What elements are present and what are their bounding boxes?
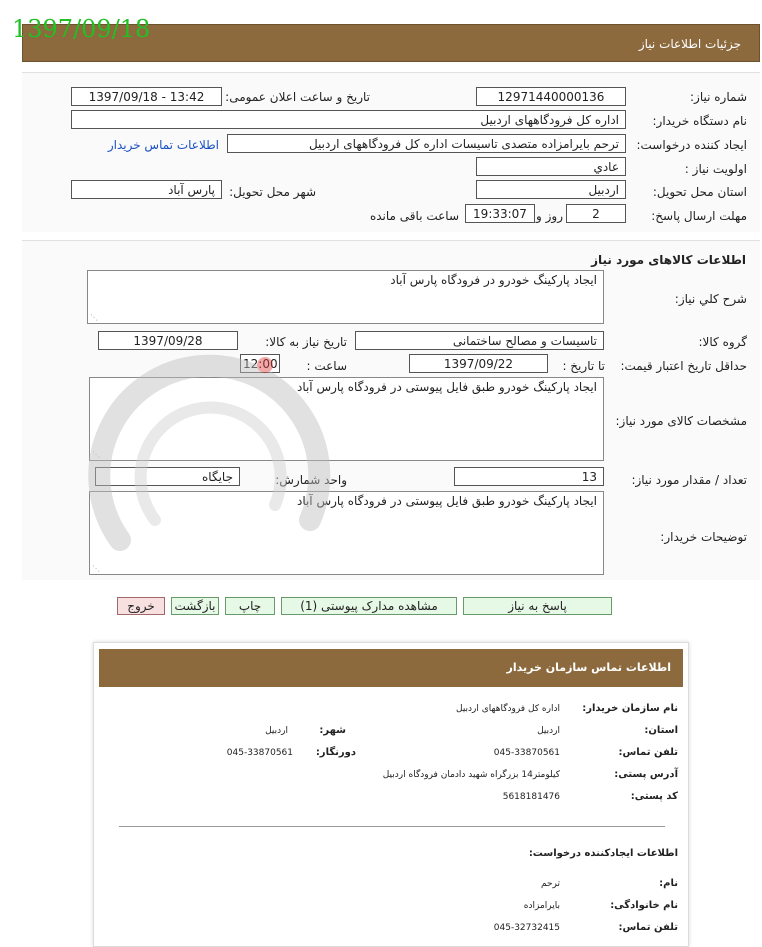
specs-label: مشخصات کالای مورد نیاز:: [615, 414, 747, 428]
deadline-label: مهلت ارسال پاسخ:: [651, 209, 747, 223]
need-number-field: 12971440000136: [476, 87, 626, 106]
summary-text: ایجاد پارکینگ خودرو در فرودگاه پارس آباد: [390, 273, 597, 287]
address-value: کیلومتر14 بزرگراه شهید دادمان فرودگاه اردبیل: [382, 770, 560, 780]
name-label: نام:: [659, 878, 678, 889]
qty-label: تعداد / مقدار مورد نیاز:: [631, 473, 747, 487]
family-label: نام خانوادگی:: [610, 900, 678, 911]
time-label: ساعت :: [306, 359, 347, 373]
name-value: ترحم: [540, 879, 560, 889]
qty-field: 13: [454, 467, 604, 486]
phone-label: تلفن تماس:: [618, 747, 678, 758]
province-label: استان محل تحویل:: [652, 185, 747, 199]
fax-label: دورنگار:: [315, 747, 356, 758]
creator-field: ترحم بایرامزاده متصدی تاسیسات اداره کل فرودگاههای اردبیل: [227, 134, 626, 153]
province-field: اردبیل: [476, 180, 626, 199]
org-label: نام سازمان خریدار:: [582, 703, 678, 714]
priority-field: عادي: [476, 157, 626, 176]
contact-card-header: [99, 649, 683, 687]
org-value: اداره کل فرودگاههای اردبیل: [456, 704, 560, 714]
priority-label: اولویت نیاز :: [684, 162, 747, 176]
need-date-field: 1397/09/28: [98, 331, 238, 350]
creator-label: ایجاد کننده درخواست:: [636, 138, 747, 152]
announce-label: تاریخ و ساعت اعلان عمومی:: [225, 90, 370, 104]
until-date-field: 1397/09/22: [409, 354, 548, 373]
resize-grip-icon[interactable]: ⋰: [92, 564, 100, 573]
attachments-button[interactable]: مشاهده مدارک پیوستی (1): [281, 597, 457, 615]
city-field: پارس آباد: [71, 180, 222, 199]
days-word: روز و: [536, 209, 563, 223]
buyer-contact-card: [93, 642, 689, 947]
creator-phone-label: تلفن تماس:: [618, 922, 678, 933]
buyer-label: نام دستگاه خریدار:: [652, 114, 747, 128]
address-label: آدرس پستی:: [614, 769, 678, 780]
specs-textarea: [89, 377, 604, 461]
reply-button[interactable]: پاسخ به نیاز: [463, 597, 612, 615]
contact-province-label: استان:: [644, 725, 678, 736]
until-date-label: تا تاریخ :: [562, 359, 605, 373]
creator-phone-value: 045-32732415: [493, 923, 560, 933]
need-number-label: شماره نیاز:: [690, 90, 747, 104]
unit-label: واحد شمارش:: [275, 473, 347, 487]
notes-text: ایجاد پارکینگ خودرو طبق فایل پیوستی در فرودگاه پارس آباد: [296, 494, 597, 508]
print-button[interactable]: چاپ: [225, 597, 275, 615]
buyer-field: اداره کل فرودگاههای اردبیل: [71, 110, 626, 129]
specs-text: ایجاد پارکینگ خودرو طبق فایل پیوستی در فرودگاه پارس آباد: [296, 380, 597, 394]
group-label: گروه کالا:: [698, 335, 747, 349]
divider: [119, 826, 665, 827]
phone-value: 045-33870561: [493, 748, 560, 758]
contact-card-title: اطلاعات تماس سازمان خریدار: [506, 661, 671, 674]
remaining-label: ساعت باقی مانده: [369, 209, 459, 223]
summary-label: شرح کلي نياز:: [674, 292, 747, 306]
buyer-contact-link[interactable]: اطلاعات تماس خریدار: [107, 138, 219, 152]
unit-field: جایگاه: [95, 467, 240, 486]
family-value: بایرامزاده: [523, 901, 560, 911]
time-field: 12:00: [240, 354, 280, 373]
date-stamp: 1397/09/18: [12, 15, 151, 43]
deadline-days-field: 2: [566, 204, 626, 223]
postal-value: 5618181476: [502, 792, 560, 802]
notes-textarea: [89, 491, 604, 575]
notes-label: توضیحات خریدار:: [660, 530, 747, 544]
city-label: شهر محل تحویل:: [229, 185, 316, 199]
back-button[interactable]: بازگشت: [171, 597, 219, 615]
resize-grip-icon[interactable]: ⋰: [90, 313, 98, 322]
deadline-time-field: 19:33:07: [465, 204, 535, 223]
resize-grip-icon[interactable]: ⋰: [92, 450, 100, 459]
contact-province-value: اردبیل: [537, 726, 560, 736]
group-field: تاسیسات و مصالح ساختمانی: [355, 331, 604, 350]
exit-button[interactable]: خروج: [117, 597, 165, 615]
fax-value: 045-33870561: [226, 748, 293, 758]
contact-city-label: شهر:: [319, 725, 346, 736]
min-price-label: حداقل تاریخ اعتبار قیمت:: [620, 359, 747, 373]
goods-section-title: اطلاعات کالاهای مورد نیاز: [591, 253, 746, 267]
contact-city-value: اردبیل: [265, 726, 288, 736]
need-date-label: تاریخ نیاز به کالا:: [265, 335, 347, 349]
announce-field: 1397/09/18 - 13:42: [71, 87, 222, 106]
page-title: جزئیات اطلاعات نیاز: [638, 37, 741, 51]
postal-label: کد پستی:: [630, 791, 678, 802]
summary-textarea: [87, 270, 604, 324]
creator-section-title: اطلاعات ایجادکننده درخواست:: [528, 848, 678, 859]
